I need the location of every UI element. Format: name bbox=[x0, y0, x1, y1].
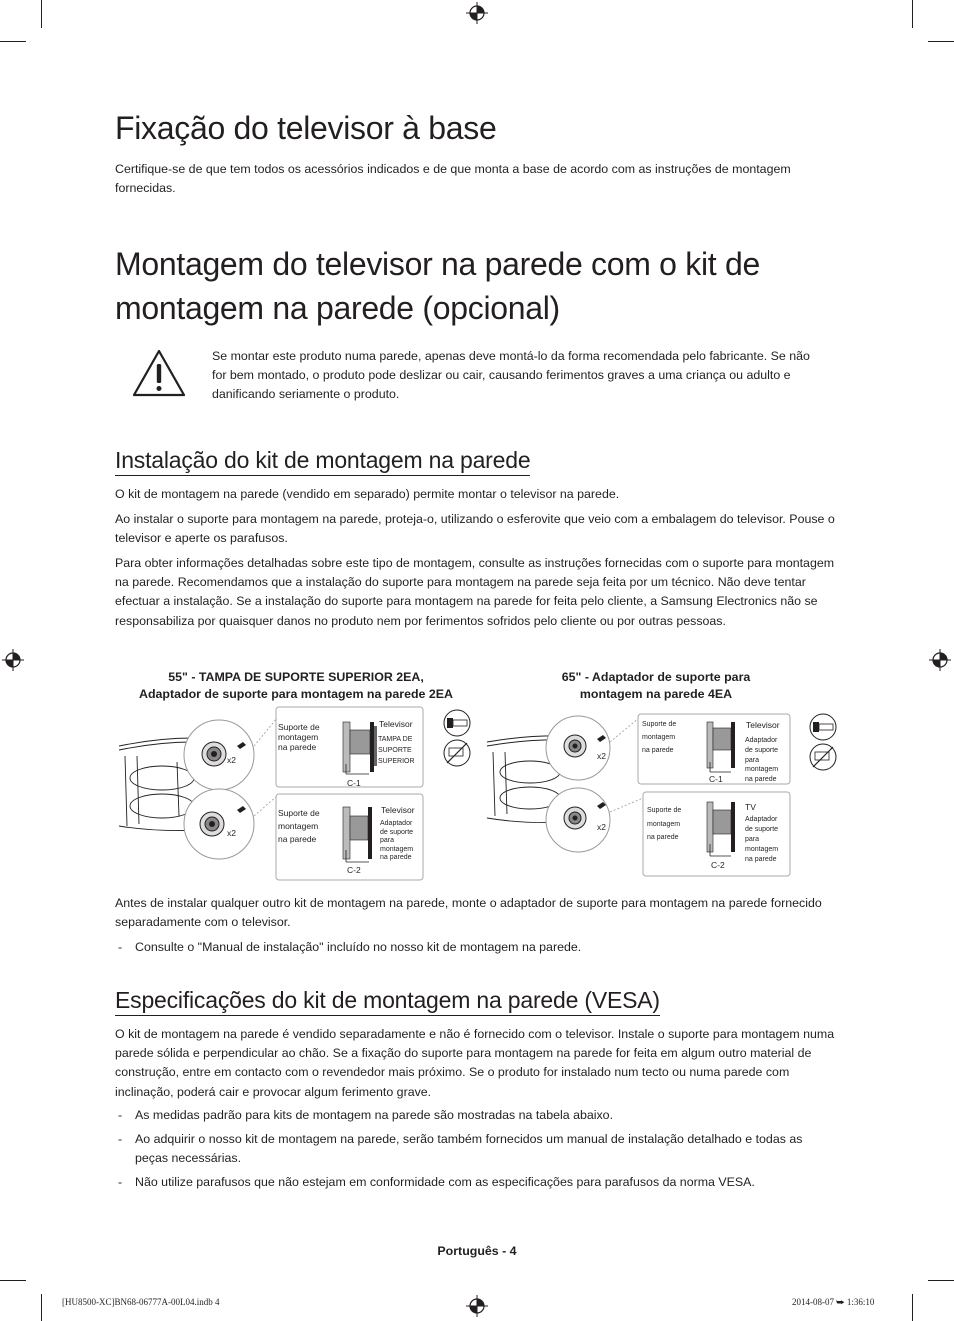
list-item: - Ao adquirir o nosso kit de montagem na parede, serão também fornecidos um manual de instalação detalhado e todas as peças necessárias. bbox=[118, 1132, 803, 1166]
tv-label: Televisor bbox=[381, 805, 415, 815]
part-label: Adaptador de suporte para montagem na parede bbox=[745, 816, 779, 863]
paragraph: Ao instalar o suporte para montagem na parede, proteja-o, utilizando o esferovite que veio com a embalagem do televisor. Pouse o televisor e aperte os parafusos. bbox=[115, 512, 835, 546]
crop-mark bbox=[928, 1280, 954, 1281]
wall-bracket-label: Suporte de montagem na parede bbox=[278, 808, 320, 844]
paragraph: Antes de instalar qualquer outro kit de montagem na parede, monte o adaptador de suporte para montagem na parede fornecido separadamente com o televisor. bbox=[115, 896, 822, 930]
section-body-base: Certifique-se de que tem todos os acessórios indicados e de que monta a base de acordo com as instruções de montagem fornecidas. bbox=[115, 162, 791, 196]
registration-mark-icon bbox=[929, 649, 951, 671]
diagram-code: C-1 bbox=[709, 774, 723, 784]
subsection-title-vesa: Especificações do kit de montagem na parede (VESA) bbox=[115, 986, 660, 1016]
warning-text: Se montar este produto numa parede, apenas deve montá-lo da forma recomendada pelo fabricante. Se não for bem montado, o produto pode deslizar ou cair, causando ferimentos graves a uma criança ou adulto e danificando seriamente o produto. bbox=[212, 349, 810, 402]
figure-caption-55: 55" - TAMPA DE SUPORTE SUPERIOR 2EA, Adaptador de suporte para montagem na parede 2EA bbox=[139, 670, 453, 701]
crop-mark bbox=[41, 0, 42, 28]
list-item: - Consulte o "Manual de instalação" incluído no nosso kit de montagem na parede. bbox=[118, 940, 582, 954]
crop-mark bbox=[0, 1280, 26, 1281]
part-label: Adaptador de suporte para montagem na parede bbox=[380, 820, 414, 862]
crop-mark bbox=[0, 41, 26, 42]
diagram-code: C-2 bbox=[347, 865, 361, 875]
wall-bracket-label: Suporte de montagem na parede bbox=[278, 722, 320, 752]
figure-caption-65: 65" - Adaptador de suporte para montagem na parede 4EA bbox=[561, 670, 751, 701]
crop-mark bbox=[912, 1294, 913, 1321]
qty-label: x2 bbox=[597, 751, 606, 761]
paragraph: O kit de montagem na parede (vendido em separado) permite montar o televisor na parede. bbox=[115, 487, 620, 501]
file-name: [HU8500-XC]BN68-06777A-00L04.indb 4 bbox=[62, 1297, 220, 1307]
qty-label: x2 bbox=[597, 822, 606, 832]
part-label: Adaptador de suporte para montagem na parede bbox=[745, 737, 779, 784]
crop-mark bbox=[928, 41, 954, 42]
qty-label: x2 bbox=[227, 755, 236, 765]
list-item: - As medidas padrão para kits de montagem na parede são mostradas na tabela abaixo. bbox=[118, 1108, 614, 1122]
wall-bracket-label: Suporte de montagem na parede bbox=[647, 807, 682, 841]
paragraph: Para obter informações detalhadas sobre este tipo de montagem, consulte as instruções fornecidas com o suporte para montagem na parede. Recomendamos que a instalação do suporte para montagem na parede seja feita por um técnico. Não deve tentar efectuar a instalação. Se a instalação do suporte para montagem na parede for feita pelo cliente, a Samsung Electronics não se responsabiliza por quaisquer danos no produto nem por ferimentos sofridos pelo cliente ou por outras pessoas. bbox=[115, 556, 835, 628]
tv-label: TV bbox=[745, 802, 756, 812]
registration-mark-icon bbox=[2, 649, 24, 671]
crop-mark bbox=[912, 0, 913, 28]
section-title-base: Fixação do televisor à base bbox=[115, 110, 497, 146]
subsection-title-kit-install: Instalação do kit de montagem na parede bbox=[115, 446, 530, 476]
print-date: 2014-08-07 ⮩ 1:36:10 bbox=[792, 1297, 875, 1307]
title-line-1: Montagem do televisor na parede com o kit de bbox=[115, 246, 760, 282]
wall-bracket-label: Suporte de montagem na parede bbox=[642, 721, 677, 754]
list-item: - Não utilize parafusos que não estejam em conformidade com as especificações para parafusos da norma VESA. bbox=[118, 1175, 755, 1189]
tv-label: Televisor bbox=[746, 720, 780, 730]
registration-mark-icon bbox=[466, 2, 488, 24]
section-title-wall-mount bbox=[115, 242, 760, 330]
tv-label: Televisor bbox=[379, 719, 413, 729]
registration-mark-icon bbox=[466, 1295, 488, 1317]
warning-triangle-icon bbox=[131, 348, 187, 398]
crop-mark bbox=[41, 1294, 42, 1321]
qty-label: x2 bbox=[227, 828, 236, 838]
diagram-code: C-2 bbox=[711, 860, 725, 870]
paragraph: O kit de montagem na parede é vendido separadamente e não é fornecido com o televisor. Instale o suporte para montagem numa parede sólida e perpendicular ao chão. Se a fixação do suporte para montagem na parede for feita em algum outro material de construção, entre em contacto com o revendedor mais próximo. Se o produto for instalado num tecto ou numa parede com inclinação, poderá cair e provocar algum ferimento grave. bbox=[115, 1027, 835, 1099]
title-line-2: montagem na parede (opcional) bbox=[115, 290, 560, 326]
part-label: TAMPA DE SUPORTE SUPERIOR bbox=[378, 736, 415, 765]
diagram-code: C-1 bbox=[347, 778, 361, 788]
page-number: Português - 4 bbox=[437, 1244, 517, 1258]
